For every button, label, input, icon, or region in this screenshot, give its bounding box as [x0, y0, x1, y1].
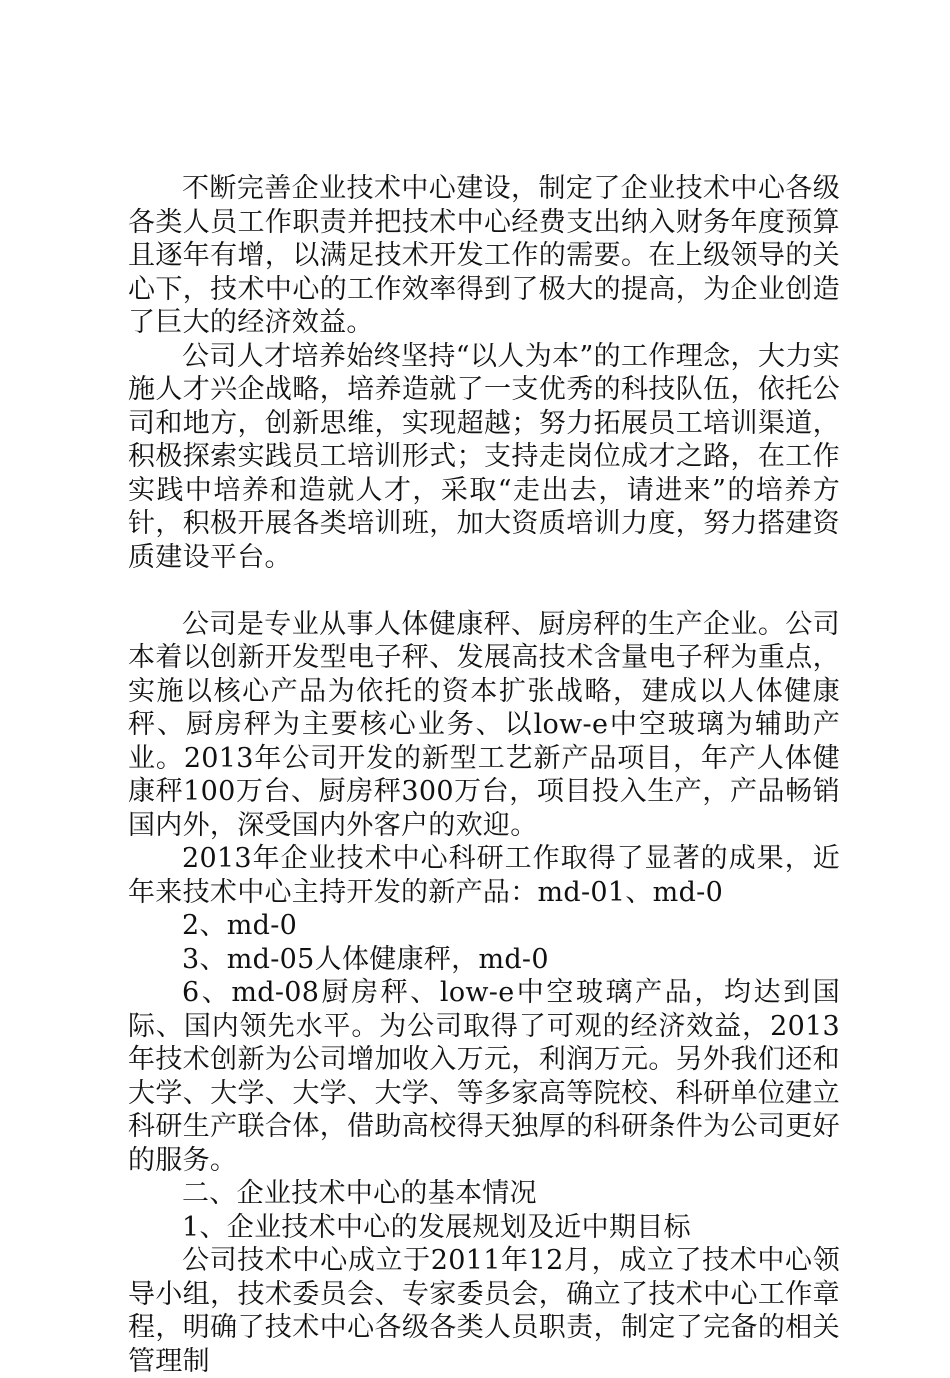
paragraph-tech-center-construction: 不断完善企业技术中心建设，制定了企业技术中心各级各类人员工作职责并把技术中心经费支出纳入财务年度预算且逐年有增，以满足技术开发工作的需要。在上级领导的关心下，技术中心的工作效率得到了极大的提高，为企业创造了巨大的经济效益。	[128, 173, 840, 338]
subsection-heading-development-plan: 1、企业技术中心的发展规划及近中期目标	[182, 1211, 691, 1243]
paragraph-gap	[128, 574, 840, 608]
paragraph-product-md-2: 2、md-0	[182, 910, 298, 941]
paragraph-research-results: 2013年企业技术中心科研工作取得了显著的成果，近年来技术中心主持开发的新产品：md-01、md-0	[128, 843, 840, 908]
paragraph-talent-training: 公司人才培养始终坚持“以人为本”的工作理念，大力实施人才兴企战略，培养造就了一支优秀的科技队伍，依托公司和地方，创新思维，实现超越；努力拓展员工培训渠道，积极探索实践员工培训形式；支持走岗位成才之路，在工作实践中培养和造就人才，采取“走出去，请进来”的培养方针，积极开展各类培训班，加大资质培训力度，努力搭建资质建设平台。	[128, 340, 840, 573]
paragraph-product-md-05: 3、md-05人体健康秤，md-0	[182, 943, 549, 975]
paragraph-company-profile: 公司是专业从事人体健康秤、厨房秤的生产企业。公司本着以创新开发型电子秤、发展高技术含量电子秤为重点，实施以核心产品为依托的资本扩张战略，建成以人体健康秤、厨房秤为主要核心业务、以low-e中空玻璃为辅助产业。2013年公司开发的新型工艺新产品项目，年产人体健康秤100万台、厨房秤300万台，项目投入生产，产品畅销国内外，深受国内外客户的欢迎。	[128, 608, 840, 841]
paragraph-product-md-08: 6、md-08厨房秤、low-e中空玻璃产品，均达到国际、国内领先水平。为公司取得了可观的经济效益，2013年技术创新为公司增加收入万元，利润万元。另外我们还和大学、大学、大学、大学、等多家高等院校、科研单位建立科研生产联合体，借助高校得天独厚的科研条件为公司更好的服务。	[128, 977, 840, 1176]
document-body	[128, 172, 840, 1378]
paragraph-tech-center-founding: 公司技术中心成立于2011年12月，成立了技术中心领导小组，技术委员会、专家委员会，确立了技术中心工作章程，明确了技术中心各级各类人员职责，制定了完备的相关管理制	[128, 1245, 840, 1377]
section-heading-basic-info: 二、企业技术中心的基本情况	[182, 1178, 537, 1209]
